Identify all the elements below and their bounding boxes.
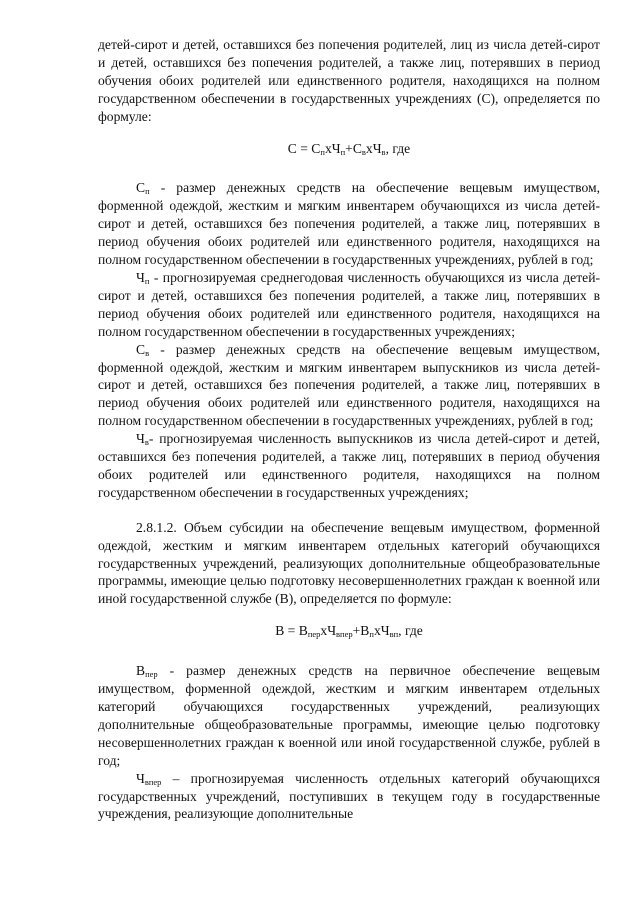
paragraph-section-2-8-1-2: 2.8.1.2. Объем субсидии на обеспечение вещевым имуществом, форменной одеждой, жестким и мягким инвентарем отдельных категорий обучающихся государственных учреждений, реализующих дополнительные общеобразовательные программы, имеющие целью подготовку несовершеннолетних граждан к военной или иной государственной службе (В), определяется по формуле:	[98, 519, 600, 607]
document-page	[98, 36, 600, 823]
definition-cv: $С_в$ - размер денежных средств на обеспечение вещевым имуществом, форменной одеждой, жестким и мягким инвентарем выпускников из числа детей-сирот и детей, оставшихся без попечения родителей, а также лиц, потерявших в период обучения обоих родителей или единственного родителя, находящихся на полном государственном обеспечении в государственных учреждениях, рублей в год;	[98, 341, 600, 429]
formula-b-tail: , где	[398, 623, 423, 639]
formula-c-lhs: С =	[287, 140, 312, 156]
paragraph-gap	[98, 502, 600, 519]
definition-cp: $С_п$ - размер денежных средств на обеспечение вещевым имуществом, форменной одеждой, жестким и мягким инвентарем обучающихся из числа детей-сирот и детей, оставшихся без попечения родителей, а также лиц, потерявших в период обучения обоих родителей или единственного родителя, находящихся на полном государственном обеспечении в государственных учреждениях, рублей в год;	[98, 180, 600, 268]
definition-chv: $Ч_в-$ прогнозируемая численность выпускников из числа детей-сирот и детей, оставшихся без попечения родителей, а также лиц, потерявших в период обучения обоих родителей или единственного родителя, находящихся на полном государственном обеспечении в государственных учреждениях;	[98, 431, 600, 500]
paragraph-intro: детей-сирот и детей, оставшихся без попечения родителей, лиц из числа детей-сирот и детей, оставшихся без попечения родителей, а также лиц, потерявших в период обучения обоих родителей или единственного родителя, находящихся на полном государственном обеспечении в государственных учреждениях (С), определяется по формуле:	[98, 37, 600, 124]
definition-chvper: $Ч_{впер}$ – прогнозируемая численность отдельных категорий обучающихся государственных учреждений, поступивших в текущем году в государственные учреждения, реализующие дополнительные	[98, 770, 600, 822]
definition-chp: $Ч_п$ - прогнозируемая среднегодовая численность обучающихся из числа детей-сирот и детей, оставшихся без попечения родителей, а также лиц, потерявших в период обучения обоих родителей или единственного родителя, находящихся на полном государственном обеспечении в государственных учреждениях;	[98, 269, 600, 339]
definition-bper: $В_{пер}$ - размер денежных средств на первичное обеспечение вещевым имуществом, форменной одеждой, жестким и мягким инвентарем отдельных категорий обучающихся государственных учреждений, реализующих дополнительные общеобразовательные программы, имеющие целью подготовку несовершеннолетних граждан к военной или иной государственной службе, рублей в год;	[98, 663, 600, 768]
formula-c-tail: , где	[385, 140, 411, 156]
formula-b-lhs: В =	[275, 623, 299, 639]
formula-c: $С = С_пхЧ_п+С_вхЧ_в$, где	[287, 140, 411, 157]
formula-b: $В = В_{пер}хЧ_{впер}+В_пхЧ_{вп}$, где	[275, 623, 423, 640]
